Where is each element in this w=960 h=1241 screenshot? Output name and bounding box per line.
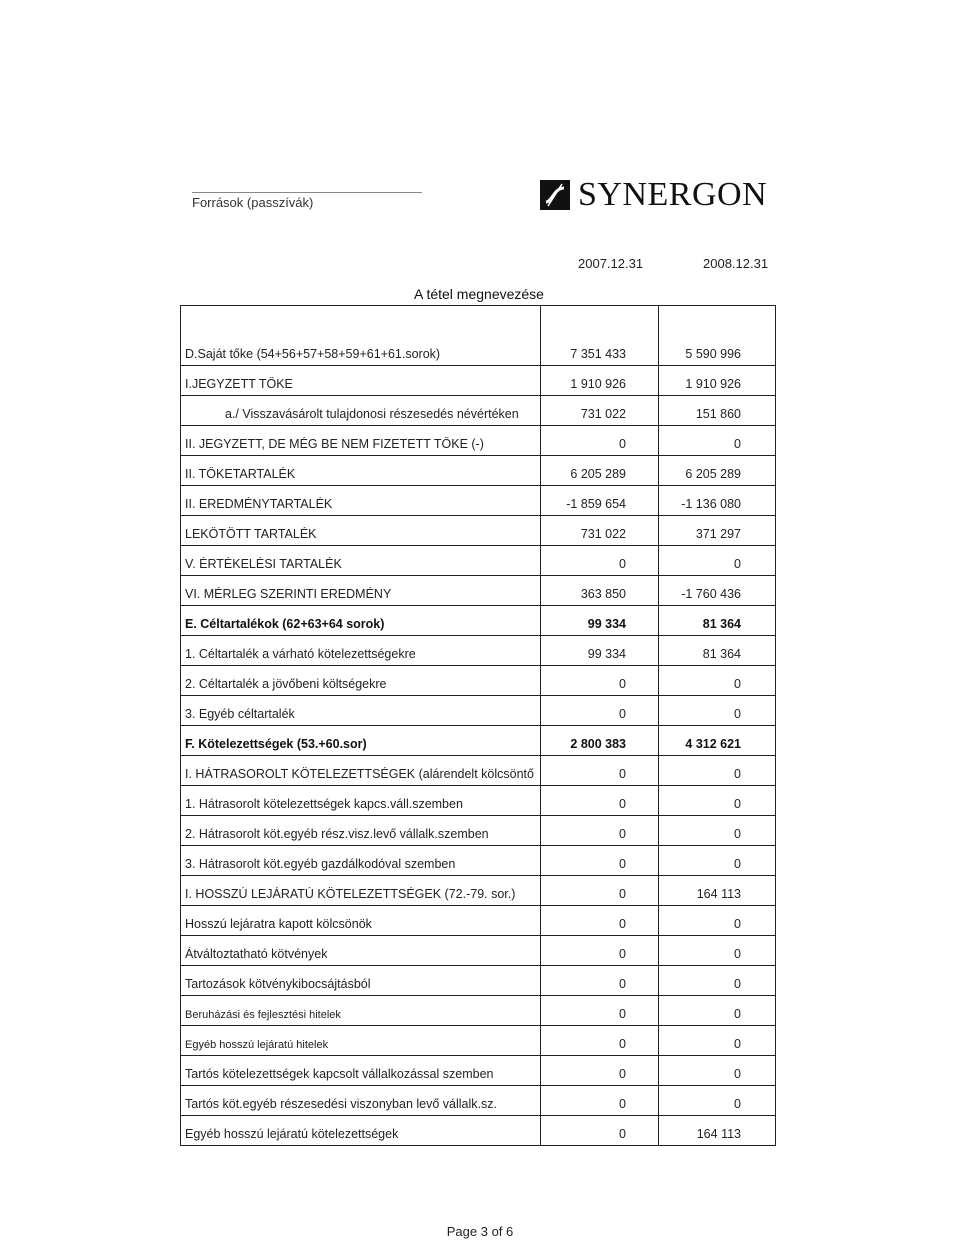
row-label: 2. Hátrasorolt köt.egyéb rész.visz.levő vállalk.szemben [185, 827, 489, 841]
row-label: Egyéb hosszú lejáratú kötelezettségek [185, 1127, 399, 1141]
row-value-2008: 0 [734, 797, 741, 811]
table-row [180, 335, 776, 365]
row-label: II. TŐKETARTALÉK [185, 467, 296, 481]
section-label: Források (passzívák) [192, 192, 422, 210]
row-value-2007: 2 800 383 [570, 737, 626, 751]
row-value-2007: 0 [619, 857, 626, 871]
row-value-2007: 0 [619, 887, 626, 901]
table-row [180, 995, 776, 1025]
company-logo [540, 176, 767, 214]
row-value-2008: 151 860 [695, 407, 741, 421]
row-label: Tartós köt.egyéb részesedési viszonyban levő vállalk.sz. [185, 1097, 497, 1111]
row-value-2008: 0 [734, 857, 741, 871]
row-value-2007: 0 [619, 1067, 626, 1081]
row-value-2008: 0 [734, 707, 741, 721]
row-value-2008: 0 [734, 1097, 741, 1111]
row-value-2008: 0 [734, 917, 741, 931]
row-value-2008: 5 590 996 [685, 347, 741, 361]
row-label: E. Céltartalékok (62+63+64 sorok) [185, 617, 385, 631]
table-row [180, 455, 776, 485]
row-label: 1. Céltartalék a várható kötelezettségekre [185, 647, 416, 661]
row-value-2007: 99 334 [587, 647, 626, 661]
row-value-2008: 371 297 [695, 527, 741, 541]
row-value-2008: 164 113 [696, 887, 741, 901]
table-row [180, 605, 776, 635]
table-row [180, 395, 776, 425]
row-value-2008: 0 [734, 767, 741, 781]
row-value-2007: 0 [619, 1127, 626, 1141]
row-label: I. HOSSZÚ LEJÁRATÚ KÖTELEZETTSÉGEK (72.-79. sor.) [185, 887, 516, 901]
table-row [180, 1025, 776, 1055]
table-row [180, 635, 776, 665]
table-row [180, 695, 776, 725]
row-value-2008: 0 [734, 1007, 741, 1021]
row-value-2008: 1 910 926 [685, 377, 741, 391]
table-row [180, 965, 776, 995]
table-row [180, 785, 776, 815]
row-value-2007: 731 022 [580, 407, 626, 421]
row-label: a./ Visszavásárolt tulajdonosi részesedés névértéken [225, 407, 519, 421]
row-value-2007: 0 [619, 917, 626, 931]
row-value-2008: 164 113 [696, 1127, 741, 1141]
row-value-2007: 0 [619, 437, 626, 451]
table-top-border [180, 305, 776, 306]
table-row [180, 755, 776, 785]
row-label: 2. Céltartalék a jövőbeni költségekre [185, 677, 387, 691]
row-value-2007: 0 [619, 557, 626, 571]
table-row [180, 725, 776, 755]
row-value-2007: 99 334 [587, 617, 626, 631]
row-separator [180, 1145, 776, 1146]
row-value-2008: 0 [734, 1037, 741, 1051]
row-value-2007: 7 351 433 [570, 347, 626, 361]
column-date-2007: 2007.12.31 [578, 256, 644, 271]
row-label: Tartós kötelezettségek kapcsolt vállalkozással szemben [185, 1067, 494, 1081]
row-value-2008: 0 [734, 827, 741, 841]
row-label: II. JEGYZETT, DE MÉG BE NEM FIZETETT TŐKE (-) [185, 437, 484, 451]
table-row [180, 815, 776, 845]
row-value-2007: 0 [619, 827, 626, 841]
synergon-logo-icon [540, 180, 570, 210]
row-value-2007: 0 [619, 1007, 626, 1021]
logo-text: SYNERGON [578, 176, 768, 213]
table-row [180, 935, 776, 965]
table-row [180, 845, 776, 875]
column-caption: A tétel megnevezése [414, 286, 544, 302]
table-row [180, 1085, 776, 1115]
row-label: 1. Hátrasorolt kötelezettségek kapcs.váll.szemben [185, 797, 463, 811]
row-label: LEKÖTÖTT TARTALÉK [185, 527, 317, 541]
row-value-2008: -1 760 436 [681, 587, 741, 601]
row-value-2008: 0 [734, 677, 741, 691]
table-row [180, 575, 776, 605]
table-row [180, 485, 776, 515]
page-footer: Page 3 of 6 [446, 1224, 514, 1239]
row-value-2007: 0 [619, 707, 626, 721]
row-value-2008: 0 [734, 437, 741, 451]
row-value-2007: 731 022 [580, 527, 626, 541]
row-value-2008: -1 136 080 [681, 497, 741, 511]
row-label: V. ÉRTÉKELÉSI TARTALÉK [185, 557, 342, 571]
row-label: F. Kötelezettségek (53.+60.sor) [185, 737, 367, 751]
row-value-2008: 6 205 289 [685, 467, 741, 481]
row-label: 3. Egyéb céltartalék [185, 707, 295, 721]
row-value-2008: 0 [734, 557, 741, 571]
row-value-2008: 81 364 [702, 647, 741, 661]
table-row [180, 425, 776, 455]
row-value-2007: 1 910 926 [570, 377, 626, 391]
row-label: Tartozások kötvénykibocsájtásból [185, 977, 371, 991]
row-label: Átváltoztatható kötvények [185, 947, 328, 961]
table-row [180, 515, 776, 545]
row-value-2008: 0 [734, 947, 741, 961]
row-label: 3. Hátrasorolt köt.egyéb gazdálkodóval szemben [185, 857, 456, 871]
row-value-2007: 0 [619, 1097, 626, 1111]
row-value-2007: -1 859 654 [566, 497, 626, 511]
table-row [180, 1055, 776, 1085]
table-row [180, 1115, 776, 1145]
row-value-2007: 6 205 289 [570, 467, 626, 481]
row-value-2008: 81 364 [702, 617, 741, 631]
row-label: Beruházási és fejlesztési hitelek [185, 1009, 341, 1021]
row-value-2008: 0 [734, 977, 741, 991]
table-row [180, 365, 776, 395]
row-value-2007: 363 850 [580, 587, 626, 601]
row-label: Egyéb hosszú lejáratú hitelek [185, 1039, 329, 1051]
row-value-2008: 4 312 621 [685, 737, 741, 751]
row-value-2007: 0 [619, 797, 626, 811]
row-label: D.Saját tőke (54+56+57+58+59+61+61.sorok) [185, 347, 441, 361]
table-row [180, 905, 776, 935]
row-value-2007: 0 [619, 947, 626, 961]
table-row [180, 875, 776, 905]
row-label: I.JEGYZETT TŐKE [185, 377, 293, 391]
row-value-2007: 0 [619, 767, 626, 781]
row-value-2007: 0 [619, 677, 626, 691]
table-row [180, 545, 776, 575]
row-value-2008: 0 [734, 1067, 741, 1081]
row-label: I. HÁTRASOROLT KÖTELEZETTSÉGEK (alárendelt kölcsöntő [185, 767, 534, 781]
column-date-2008: 2008.12.31 [703, 256, 769, 271]
row-value-2007: 0 [619, 977, 626, 991]
row-label: Hosszú lejáratra kapott kölcsönök [185, 917, 372, 931]
row-label: II. EREDMÉNYTARTALÉK [185, 497, 333, 511]
table-row [180, 665, 776, 695]
row-value-2007: 0 [619, 1037, 626, 1051]
row-label: VI. MÉRLEG SZERINTI EREDMÉNY [185, 587, 392, 601]
